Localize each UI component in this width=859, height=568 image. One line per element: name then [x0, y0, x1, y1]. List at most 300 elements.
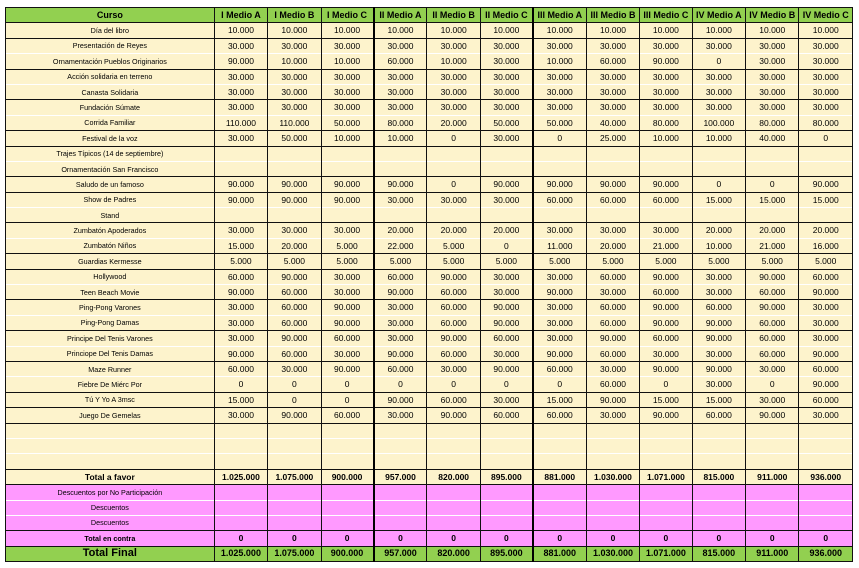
cell-i-medio-a[interactable]: 1.025.000	[214, 546, 267, 561]
cell-iii-medio-b[interactable]: 90.000	[586, 177, 639, 192]
cell-i-medio-a[interactable]: 30.000	[214, 223, 267, 238]
cell-iv-medio-b[interactable]	[746, 161, 799, 176]
cell-i-medio-c[interactable]	[321, 438, 373, 453]
cell-iii-medio-c[interactable]	[640, 438, 692, 453]
cell-ii-medio-b[interactable]: 30.000	[427, 361, 480, 376]
cell-ii-medio-b[interactable]	[427, 423, 480, 438]
cell-iii-medio-c[interactable]	[640, 454, 692, 469]
cell-i-medio-c[interactable]: 90.000	[321, 300, 373, 315]
cell-ii-medio-b[interactable]	[427, 208, 480, 223]
cell-ii-medio-b[interactable]: 90.000	[427, 331, 480, 346]
cell-iii-medio-c[interactable]: 0	[640, 377, 692, 392]
cell-curso[interactable]: Festival de la voz	[6, 131, 215, 146]
cell-i-medio-b[interactable]: 50.000	[268, 131, 321, 146]
cell-curso[interactable]: Zumbatón Niños	[6, 238, 215, 253]
cell-curso[interactable]	[6, 438, 215, 453]
cell-iv-medio-a[interactable]: 0	[692, 54, 745, 69]
cell-curso[interactable]: Trajes Típicos (14 de septiembre)	[6, 146, 215, 161]
cell-iii-medio-c[interactable]: 30.000	[640, 223, 692, 238]
cell-iii-medio-c[interactable]: 10.000	[640, 131, 692, 146]
cell-ii-medio-c[interactable]: 5.000	[480, 254, 532, 269]
cell-ii-medio-b[interactable]: 30.000	[427, 69, 480, 84]
cell-ii-medio-b[interactable]: 90.000	[427, 408, 480, 423]
cell-iv-medio-a[interactable]	[692, 438, 745, 453]
cell-curso[interactable]	[6, 423, 215, 438]
cell-i-medio-a[interactable]: 90.000	[214, 285, 267, 300]
cell-ii-medio-a[interactable]: 30.000	[374, 408, 427, 423]
cell-iv-medio-a[interactable]: 90.000	[692, 331, 745, 346]
cell-i-medio-c[interactable]	[321, 208, 373, 223]
cell-ii-medio-b[interactable]: II Medio B	[427, 8, 480, 23]
cell-iii-medio-a[interactable]	[533, 208, 586, 223]
cell-i-medio-a[interactable]	[214, 146, 267, 161]
cell-i-medio-a[interactable]	[214, 485, 267, 500]
cell-iii-medio-b[interactable]: 20.000	[586, 238, 639, 253]
cell-iv-medio-c[interactable]	[799, 208, 853, 223]
cell-curso[interactable]	[6, 454, 215, 469]
cell-iii-medio-c[interactable]	[640, 500, 692, 515]
cell-ii-medio-b[interactable]: 0	[427, 131, 480, 146]
cell-ii-medio-a[interactable]	[374, 146, 427, 161]
cell-curso[interactable]: Descuentos	[6, 515, 215, 530]
cell-i-medio-b[interactable]: 5.000	[268, 254, 321, 269]
cell-iii-medio-b[interactable]: 1.030.000	[586, 546, 639, 561]
cell-iii-medio-a[interactable]: 30.000	[533, 269, 586, 284]
cell-i-medio-b[interactable]: 1.075.000	[268, 546, 321, 561]
cell-iii-medio-a[interactable]: 90.000	[533, 177, 586, 192]
cell-ii-medio-c[interactable]: 30.000	[480, 100, 532, 115]
cell-ii-medio-c[interactable]: 30.000	[480, 269, 532, 284]
cell-iv-medio-c[interactable]: 30.000	[799, 408, 853, 423]
cell-i-medio-b[interactable]	[268, 454, 321, 469]
cell-i-medio-b[interactable]	[268, 500, 321, 515]
cell-iii-medio-c[interactable]: 15.000	[640, 392, 692, 407]
cell-i-medio-c[interactable]: 0	[321, 392, 373, 407]
cell-i-medio-b[interactable]: 60.000	[268, 315, 321, 330]
cell-ii-medio-a[interactable]: 90.000	[374, 392, 427, 407]
cell-iii-medio-b[interactable]	[586, 500, 639, 515]
cell-i-medio-b[interactable]: 1.075.000	[268, 469, 321, 484]
cell-iv-medio-b[interactable]: 0	[746, 377, 799, 392]
cell-i-medio-c[interactable]: 900.000	[321, 469, 373, 484]
cell-iv-medio-c[interactable]	[799, 423, 853, 438]
cell-iv-medio-c[interactable]	[799, 161, 853, 176]
cell-iv-medio-c[interactable]: 30.000	[799, 315, 853, 330]
cell-ii-medio-c[interactable]: 0	[480, 531, 532, 546]
cell-i-medio-b[interactable]: 30.000	[268, 361, 321, 376]
cell-i-medio-a[interactable]: 30.000	[214, 84, 267, 99]
cell-curso[interactable]: Principe Del Tenis Varones	[6, 331, 215, 346]
cell-iv-medio-a[interactable]: 60.000	[692, 408, 745, 423]
cell-curso[interactable]: Día del libro	[6, 23, 215, 38]
cell-iii-medio-b[interactable]	[586, 485, 639, 500]
cell-i-medio-b[interactable]: I Medio B	[268, 8, 321, 23]
cell-curso[interactable]: Stand	[6, 208, 215, 223]
cell-iv-medio-c[interactable]: 30.000	[799, 100, 853, 115]
cell-iv-medio-b[interactable]: 15.000	[746, 192, 799, 207]
cell-ii-medio-b[interactable]	[427, 454, 480, 469]
cell-iii-medio-b[interactable]: 30.000	[586, 69, 639, 84]
cell-iv-medio-a[interactable]	[692, 146, 745, 161]
cell-iii-medio-a[interactable]: 30.000	[533, 223, 586, 238]
cell-curso[interactable]: Total a favor	[6, 469, 215, 484]
cell-iii-medio-a[interactable]: 10.000	[533, 23, 586, 38]
cell-ii-medio-c[interactable]: 90.000	[480, 361, 532, 376]
cell-ii-medio-c[interactable]: 90.000	[480, 300, 532, 315]
cell-iv-medio-a[interactable]: 30.000	[692, 38, 745, 53]
cell-iv-medio-c[interactable]: 16.000	[799, 238, 853, 253]
cell-iv-medio-c[interactable]: 30.000	[799, 331, 853, 346]
cell-i-medio-a[interactable]: 0	[214, 531, 267, 546]
cell-iv-medio-c[interactable]	[799, 500, 853, 515]
cell-iii-medio-b[interactable]	[586, 454, 639, 469]
cell-i-medio-c[interactable]: 0	[321, 377, 373, 392]
cell-ii-medio-a[interactable]: 60.000	[374, 361, 427, 376]
cell-iii-medio-b[interactable]: 60.000	[586, 192, 639, 207]
cell-iii-medio-b[interactable]: 5.000	[586, 254, 639, 269]
cell-iv-medio-b[interactable]: IV Medio B	[746, 8, 799, 23]
cell-curso[interactable]: Ornamentación San Francisco	[6, 161, 215, 176]
cell-iii-medio-a[interactable]	[533, 454, 586, 469]
cell-ii-medio-b[interactable]: 60.000	[427, 346, 480, 361]
cell-iv-medio-b[interactable]: 911.000	[746, 546, 799, 561]
cell-i-medio-a[interactable]: 5.000	[214, 254, 267, 269]
cell-iv-medio-b[interactable]: 0	[746, 531, 799, 546]
cell-iii-medio-a[interactable]: III Medio A	[533, 8, 586, 23]
cell-iii-medio-a[interactable]: 90.000	[533, 346, 586, 361]
cell-ii-medio-a[interactable]: 10.000	[374, 131, 427, 146]
cell-ii-medio-c[interactable]: 20.000	[480, 223, 532, 238]
cell-ii-medio-a[interactable]: 30.000	[374, 69, 427, 84]
cell-i-medio-b[interactable]	[268, 438, 321, 453]
cell-i-medio-c[interactable]: 30.000	[321, 285, 373, 300]
cell-ii-medio-c[interactable]	[480, 515, 532, 530]
cell-ii-medio-b[interactable]: 30.000	[427, 100, 480, 115]
cell-ii-medio-c[interactable]: 0	[480, 377, 532, 392]
cell-iii-medio-a[interactable]: 60.000	[533, 408, 586, 423]
cell-iii-medio-a[interactable]: 30.000	[533, 331, 586, 346]
cell-ii-medio-b[interactable]: 820.000	[427, 469, 480, 484]
cell-i-medio-c[interactable]	[321, 146, 373, 161]
cell-iv-medio-a[interactable]: 0	[692, 177, 745, 192]
cell-curso[interactable]: Maze Runner	[6, 361, 215, 376]
cell-ii-medio-a[interactable]: 22.000	[374, 238, 427, 253]
cell-ii-medio-b[interactable]: 20.000	[427, 115, 480, 130]
cell-iv-medio-c[interactable]: 30.000	[799, 84, 853, 99]
cell-iii-medio-c[interactable]: III Medio C	[640, 8, 692, 23]
cell-iv-medio-b[interactable]: 40.000	[746, 131, 799, 146]
cell-iii-medio-a[interactable]: 60.000	[533, 192, 586, 207]
cell-i-medio-c[interactable]: 30.000	[321, 100, 373, 115]
cell-iv-medio-a[interactable]: 30.000	[692, 377, 745, 392]
cell-i-medio-c[interactable]: 10.000	[321, 23, 373, 38]
cell-i-medio-c[interactable]: 90.000	[321, 192, 373, 207]
cell-iii-medio-c[interactable]: 90.000	[640, 269, 692, 284]
cell-ii-medio-a[interactable]: 90.000	[374, 346, 427, 361]
cell-iii-medio-a[interactable]	[533, 500, 586, 515]
cell-iv-medio-a[interactable]: 90.000	[692, 315, 745, 330]
cell-iii-medio-b[interactable]: 30.000	[586, 84, 639, 99]
cell-ii-medio-b[interactable]: 30.000	[427, 192, 480, 207]
cell-iv-medio-a[interactable]: 5.000	[692, 254, 745, 269]
cell-iv-medio-a[interactable]: 20.000	[692, 223, 745, 238]
cell-ii-medio-b[interactable]	[427, 146, 480, 161]
cell-iii-medio-a[interactable]: 30.000	[533, 38, 586, 53]
cell-i-medio-a[interactable]: 90.000	[214, 192, 267, 207]
cell-i-medio-c[interactable]: 90.000	[321, 361, 373, 376]
cell-iv-medio-b[interactable]	[746, 423, 799, 438]
cell-ii-medio-c[interactable]: 50.000	[480, 115, 532, 130]
cell-iii-medio-c[interactable]: 30.000	[640, 69, 692, 84]
cell-i-medio-b[interactable]: 110.000	[268, 115, 321, 130]
cell-ii-medio-b[interactable]	[427, 515, 480, 530]
cell-ii-medio-c[interactable]: 30.000	[480, 392, 532, 407]
cell-ii-medio-b[interactable]: 60.000	[427, 300, 480, 315]
cell-i-medio-c[interactable]: 90.000	[321, 315, 373, 330]
cell-i-medio-a[interactable]: 30.000	[214, 38, 267, 53]
cell-i-medio-b[interactable]: 60.000	[268, 346, 321, 361]
cell-ii-medio-b[interactable]: 820.000	[427, 546, 480, 561]
cell-iii-medio-c[interactable]: 0	[640, 531, 692, 546]
cell-iii-medio-b[interactable]: 0	[586, 531, 639, 546]
cell-ii-medio-b[interactable]: 0	[427, 531, 480, 546]
cell-curso[interactable]: Teen Beach Movie	[6, 285, 215, 300]
cell-iii-medio-c[interactable]: 60.000	[640, 192, 692, 207]
cell-ii-medio-c[interactable]: 30.000	[480, 69, 532, 84]
cell-i-medio-b[interactable]	[268, 146, 321, 161]
cell-i-medio-b[interactable]: 30.000	[268, 100, 321, 115]
cell-iv-medio-c[interactable]: 30.000	[799, 54, 853, 69]
cell-ii-medio-a[interactable]: 0	[374, 531, 427, 546]
cell-ii-medio-a[interactable]: 80.000	[374, 115, 427, 130]
cell-iv-medio-b[interactable]: 21.000	[746, 238, 799, 253]
cell-curso[interactable]: Ping-Pong Varones	[6, 300, 215, 315]
cell-iii-medio-b[interactable]: 1.030.000	[586, 469, 639, 484]
cell-i-medio-a[interactable]: 60.000	[214, 361, 267, 376]
cell-iii-medio-a[interactable]: 881.000	[533, 546, 586, 561]
cell-ii-medio-a[interactable]	[374, 208, 427, 223]
cell-curso[interactable]: Princiope Del Tenis Damas	[6, 346, 215, 361]
cell-i-medio-c[interactable]	[321, 485, 373, 500]
cell-curso[interactable]: Descuentos	[6, 500, 215, 515]
cell-iii-medio-b[interactable]: 30.000	[586, 361, 639, 376]
cell-iv-medio-b[interactable]	[746, 208, 799, 223]
cell-i-medio-c[interactable]: 10.000	[321, 131, 373, 146]
cell-iv-medio-c[interactable]: 60.000	[799, 269, 853, 284]
cell-ii-medio-a[interactable]	[374, 438, 427, 453]
cell-iv-medio-b[interactable]	[746, 515, 799, 530]
cell-i-medio-b[interactable]: 10.000	[268, 23, 321, 38]
cell-iii-medio-b[interactable]: III Medio B	[586, 8, 639, 23]
cell-iii-medio-c[interactable]	[640, 423, 692, 438]
cell-curso[interactable]: Guardias Kermesse	[6, 254, 215, 269]
cell-i-medio-a[interactable]	[214, 515, 267, 530]
cell-iii-medio-a[interactable]: 0	[533, 377, 586, 392]
cell-i-medio-c[interactable]: 900.000	[321, 546, 373, 561]
cell-iii-medio-b[interactable]: 90.000	[586, 331, 639, 346]
cell-iii-medio-a[interactable]: 30.000	[533, 100, 586, 115]
cell-iv-medio-a[interactable]: 30.000	[692, 84, 745, 99]
cell-iii-medio-c[interactable]: 1.071.000	[640, 469, 692, 484]
cell-i-medio-b[interactable]: 90.000	[268, 177, 321, 192]
cell-ii-medio-b[interactable]: 0	[427, 377, 480, 392]
cell-i-medio-a[interactable]: 0	[214, 377, 267, 392]
cell-iv-medio-b[interactable]: 30.000	[746, 392, 799, 407]
cell-iii-medio-c[interactable]	[640, 485, 692, 500]
cell-ii-medio-c[interactable]: 90.000	[480, 315, 532, 330]
cell-iii-medio-c[interactable]: 90.000	[640, 315, 692, 330]
cell-ii-medio-b[interactable]: 5.000	[427, 238, 480, 253]
cell-iv-medio-c[interactable]	[799, 146, 853, 161]
cell-i-medio-a[interactable]: 30.000	[214, 315, 267, 330]
cell-ii-medio-a[interactable]: 90.000	[374, 177, 427, 192]
cell-iii-medio-a[interactable]	[533, 161, 586, 176]
cell-ii-medio-a[interactable]: 20.000	[374, 223, 427, 238]
cell-iii-medio-b[interactable]: 60.000	[586, 269, 639, 284]
cell-i-medio-c[interactable]: 30.000	[321, 346, 373, 361]
cell-i-medio-c[interactable]: 30.000	[321, 269, 373, 284]
cell-iv-medio-a[interactable]: 90.000	[692, 361, 745, 376]
cell-i-medio-b[interactable]: 20.000	[268, 238, 321, 253]
cell-i-medio-c[interactable]: 10.000	[321, 54, 373, 69]
cell-ii-medio-a[interactable]: 60.000	[374, 269, 427, 284]
cell-curso[interactable]: Corrida Familiar	[6, 115, 215, 130]
cell-i-medio-a[interactable]	[214, 454, 267, 469]
cell-ii-medio-b[interactable]: 0	[427, 177, 480, 192]
cell-iii-medio-a[interactable]: 30.000	[533, 84, 586, 99]
cell-iv-medio-c[interactable]: 0	[799, 131, 853, 146]
cell-ii-medio-c[interactable]	[480, 485, 532, 500]
cell-iv-medio-b[interactable]: 60.000	[746, 346, 799, 361]
cell-iii-medio-c[interactable]: 30.000	[640, 38, 692, 53]
cell-i-medio-c[interactable]	[321, 500, 373, 515]
cell-iv-medio-b[interactable]: 30.000	[746, 100, 799, 115]
cell-iv-medio-b[interactable]: 5.000	[746, 254, 799, 269]
cell-ii-medio-a[interactable]: 90.000	[374, 285, 427, 300]
cell-i-medio-b[interactable]: 90.000	[268, 331, 321, 346]
cell-ii-medio-c[interactable]: 30.000	[480, 346, 532, 361]
cell-curso[interactable]: Total Final	[6, 546, 215, 561]
cell-iv-medio-a[interactable]	[692, 500, 745, 515]
cell-iv-medio-b[interactable]: 90.000	[746, 408, 799, 423]
cell-ii-medio-b[interactable]: 90.000	[427, 269, 480, 284]
cell-i-medio-c[interactable]: 5.000	[321, 238, 373, 253]
cell-iii-medio-c[interactable]: 10.000	[640, 23, 692, 38]
cell-iv-medio-b[interactable]	[746, 500, 799, 515]
cell-iii-medio-c[interactable]: 90.000	[640, 54, 692, 69]
cell-curso[interactable]: Ornamentación Pueblos Originarios	[6, 54, 215, 69]
cell-i-medio-a[interactable]	[214, 161, 267, 176]
cell-i-medio-c[interactable]: 5.000	[321, 254, 373, 269]
cell-iii-medio-a[interactable]	[533, 423, 586, 438]
cell-iv-medio-c[interactable]: IV Medio C	[799, 8, 853, 23]
cell-i-medio-c[interactable]: 30.000	[321, 223, 373, 238]
cell-iii-medio-b[interactable]: 30.000	[586, 100, 639, 115]
cell-iv-medio-a[interactable]: 815.000	[692, 546, 745, 561]
cell-i-medio-a[interactable]: 30.000	[214, 408, 267, 423]
cell-ii-medio-c[interactable]: 30.000	[480, 84, 532, 99]
cell-iii-medio-c[interactable]: 21.000	[640, 238, 692, 253]
cell-ii-medio-b[interactable]: 30.000	[427, 84, 480, 99]
cell-ii-medio-c[interactable]: 895.000	[480, 469, 532, 484]
cell-iii-medio-b[interactable]: 30.000	[586, 223, 639, 238]
cell-iv-medio-c[interactable]	[799, 454, 853, 469]
cell-iii-medio-a[interactable]: 10.000	[533, 54, 586, 69]
cell-ii-medio-c[interactable]	[480, 500, 532, 515]
cell-iii-medio-b[interactable]: 60.000	[586, 346, 639, 361]
cell-iii-medio-c[interactable]	[640, 208, 692, 223]
cell-i-medio-c[interactable]: 30.000	[321, 38, 373, 53]
cell-iv-medio-b[interactable]: 10.000	[746, 23, 799, 38]
cell-iv-medio-b[interactable]: 90.000	[746, 269, 799, 284]
cell-iii-medio-a[interactable]	[533, 485, 586, 500]
cell-i-medio-a[interactable]: I Medio A	[214, 8, 267, 23]
cell-iii-medio-c[interactable]: 5.000	[640, 254, 692, 269]
cell-i-medio-c[interactable]	[321, 423, 373, 438]
cell-ii-medio-b[interactable]: 30.000	[427, 38, 480, 53]
cell-curso[interactable]: Fiebre De Miérc Por	[6, 377, 215, 392]
cell-iv-medio-b[interactable]	[746, 146, 799, 161]
cell-ii-medio-a[interactable]: 30.000	[374, 315, 427, 330]
cell-i-medio-a[interactable]: 30.000	[214, 131, 267, 146]
cell-iv-medio-c[interactable]: 10.000	[799, 23, 853, 38]
cell-ii-medio-c[interactable]: 30.000	[480, 131, 532, 146]
cell-ii-medio-b[interactable]: 5.000	[427, 254, 480, 269]
cell-i-medio-c[interactable]	[321, 161, 373, 176]
cell-i-medio-b[interactable]	[268, 208, 321, 223]
cell-i-medio-a[interactable]: 15.000	[214, 238, 267, 253]
cell-iii-medio-c[interactable]	[640, 515, 692, 530]
cell-ii-medio-a[interactable]: 957.000	[374, 546, 427, 561]
cell-iv-medio-c[interactable]: 20.000	[799, 223, 853, 238]
cell-ii-medio-a[interactable]	[374, 454, 427, 469]
cell-ii-medio-a[interactable]	[374, 515, 427, 530]
cell-i-medio-a[interactable]: 90.000	[214, 177, 267, 192]
cell-ii-medio-b[interactable]	[427, 161, 480, 176]
cell-i-medio-b[interactable]: 60.000	[268, 285, 321, 300]
cell-i-medio-b[interactable]	[268, 485, 321, 500]
cell-ii-medio-a[interactable]: II Medio A	[374, 8, 427, 23]
cell-iv-medio-c[interactable]	[799, 438, 853, 453]
cell-iii-medio-c[interactable]: 60.000	[640, 285, 692, 300]
cell-iv-medio-b[interactable]: 20.000	[746, 223, 799, 238]
cell-iv-medio-b[interactable]: 30.000	[746, 361, 799, 376]
cell-iii-medio-b[interactable]	[586, 208, 639, 223]
cell-iv-medio-c[interactable]: 90.000	[799, 285, 853, 300]
cell-iv-medio-b[interactable]: 0	[746, 177, 799, 192]
cell-ii-medio-a[interactable]: 5.000	[374, 254, 427, 269]
cell-iv-medio-a[interactable]: 100.000	[692, 115, 745, 130]
cell-iv-medio-a[interactable]: 30.000	[692, 269, 745, 284]
cell-i-medio-c[interactable]: 60.000	[321, 408, 373, 423]
cell-iii-medio-a[interactable]: 0	[533, 531, 586, 546]
cell-iii-medio-b[interactable]: 60.000	[586, 54, 639, 69]
cell-ii-medio-b[interactable]: 60.000	[427, 392, 480, 407]
cell-iii-medio-a[interactable]: 11.000	[533, 238, 586, 253]
cell-ii-medio-c[interactable]: II Medio C	[480, 8, 532, 23]
cell-iii-medio-a[interactable]	[533, 438, 586, 453]
cell-ii-medio-c[interactable]: 895.000	[480, 546, 532, 561]
cell-ii-medio-a[interactable]	[374, 161, 427, 176]
cell-iii-medio-b[interactable]: 60.000	[586, 300, 639, 315]
cell-ii-medio-b[interactable]: 60.000	[427, 285, 480, 300]
cell-iv-medio-b[interactable]: 30.000	[746, 54, 799, 69]
cell-iv-medio-b[interactable]	[746, 454, 799, 469]
cell-ii-medio-b[interactable]	[427, 500, 480, 515]
cell-iv-medio-b[interactable]: 911.000	[746, 469, 799, 484]
cell-ii-medio-a[interactable]: 30.000	[374, 192, 427, 207]
cell-ii-medio-c[interactable]	[480, 454, 532, 469]
